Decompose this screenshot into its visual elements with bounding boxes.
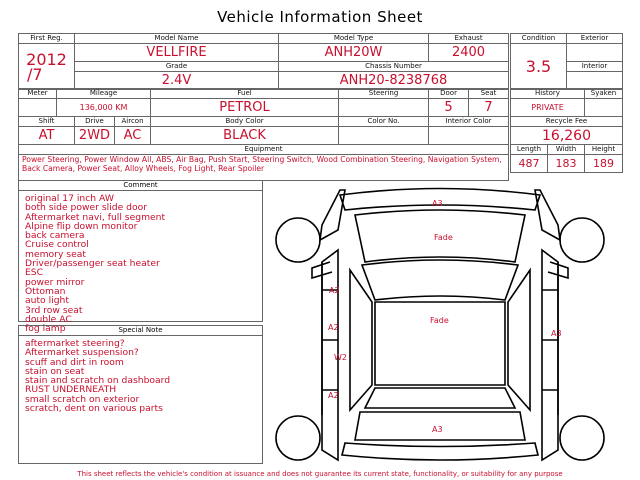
exterior-label: Exterior [567, 34, 623, 44]
special-note-box [18, 325, 263, 464]
door-label: Door [429, 89, 469, 99]
drive-label: Drive [75, 117, 115, 127]
equipment-label: Equipment [19, 145, 509, 155]
front-left-wheel [276, 218, 320, 262]
seat-label: Seat [469, 89, 509, 99]
condition-label: Condition [511, 34, 567, 44]
right-side-panel [542, 250, 558, 460]
body-color-value: BLACK [151, 127, 339, 145]
chassis-value: ANH20-8238768 [279, 72, 509, 90]
height-value: 189 [585, 155, 623, 173]
list-item: scuff and dirt in room [25, 356, 124, 368]
width-value: 183 [548, 155, 585, 173]
interior-label: Interior [567, 62, 623, 72]
seat-value: 7 [469, 99, 509, 117]
list-item: back camera [25, 230, 85, 242]
mark-a2-left-mid: A2 [328, 323, 339, 332]
mark-fade-roof: Fade [430, 316, 449, 325]
roof [375, 302, 505, 385]
color-no-value [339, 127, 429, 145]
syaken-label: Syaken [585, 89, 623, 99]
steering-label: Steering [339, 89, 429, 99]
list-item: both side power slide door [25, 202, 148, 214]
exhaust-label: Exhaust [429, 34, 509, 44]
sheet-title: Vehicle Information Sheet [217, 8, 423, 26]
left-windows [350, 270, 372, 410]
interior-color-label: Interior Color [429, 117, 509, 127]
list-item: small scratch on exterior [25, 393, 140, 405]
exhaust-value: 2400 [429, 44, 509, 62]
meter-label: Meter [19, 89, 57, 99]
history-label: History [511, 89, 585, 99]
meter-value [19, 99, 57, 117]
list-item: double AC [25, 313, 72, 325]
list-item: RUST UNDERNEATH [25, 384, 117, 396]
first-reg-year: 2012 [26, 49, 67, 69]
width-label: Width [548, 145, 585, 155]
door-value: 5 [429, 99, 469, 117]
mark-a3-front: A3 [432, 199, 443, 208]
rear-window [365, 388, 515, 408]
list-item: original 17 inch AW [25, 193, 114, 204]
drive-value: 2WD [75, 127, 115, 145]
aircon-value: AC [115, 127, 151, 145]
history-value: PRIVATE [511, 99, 585, 117]
special-note-label: Special Note [19, 326, 262, 336]
rear-left-wheel [276, 416, 320, 460]
fuel-value: PETROL [151, 99, 339, 117]
interior-value [567, 72, 623, 90]
fuel-label: Fuel [151, 89, 339, 99]
list-item: Cruise control [25, 239, 89, 251]
length-value: 487 [511, 155, 548, 173]
steering-value [339, 99, 429, 117]
recycle-fee-value: 16,260 [511, 127, 623, 145]
right-windows [508, 270, 530, 410]
list-item: stain on seat [25, 365, 85, 377]
list-item: Aftermarket navi, full segment [25, 211, 166, 223]
list-item: Ottoman [25, 285, 66, 297]
interior-color-value [429, 127, 509, 145]
mark-a2-left-rear: A2 [328, 391, 339, 400]
special-note-list [19, 336, 262, 413]
shift-value: AT [19, 127, 75, 145]
first-reg-month: /7 [27, 64, 43, 84]
rear-bumper [342, 443, 538, 460]
body-color-label: Body Color [151, 117, 339, 127]
comment-label: Comment [19, 181, 262, 191]
grade-label: Grade [75, 62, 279, 72]
rear-right-wheel [560, 416, 604, 460]
condition-value: 3.5 [511, 44, 567, 90]
list-item: auto light [25, 295, 69, 307]
mark-a3-right: A3 [551, 329, 562, 338]
footer-disclaimer: This sheet reflects the vehicle's condition at issuance and does not guarantee its current state, functionality, or suitability for any purpose [77, 470, 563, 478]
height-label: Height [585, 145, 623, 155]
first-reg-value [19, 44, 75, 90]
list-item: 3rd row seat [25, 304, 83, 316]
equipment-text: Power Steering, Power Window All, ABS, Air Bag, Push Start, Steering Switch, Wood Combination Steering, Navigation System, Back Camera, Power Seat, Alloy Wheels, Fog Light, Rear Spoiler [22, 155, 502, 173]
front-right-wheel [560, 218, 604, 262]
color-no-label: Color No. [339, 117, 429, 127]
list-item: aftermarket steering? [25, 338, 125, 349]
mileage-label: Mileage [57, 89, 151, 99]
length-label: Length [511, 145, 548, 155]
vehicle-info-table [18, 33, 509, 90]
mark-w2: W2 [334, 353, 347, 362]
syaken-value [585, 99, 623, 117]
comment-list [19, 191, 262, 333]
mark-a3-rear: A3 [432, 425, 443, 434]
mileage-value: 136,000 KM [57, 99, 151, 117]
list-item: scratch, dent on various parts [25, 403, 163, 415]
list-item: Alpine flip down monitor [25, 220, 138, 232]
list-item: ESC [25, 267, 44, 279]
chassis-label: Chassis Number [279, 62, 509, 72]
car-damage-diagram [268, 180, 628, 468]
list-item: fog lamp [25, 323, 66, 335]
grade-value: 2.4V [75, 72, 279, 90]
list-item: Aftermarket suspension? [25, 347, 139, 359]
history-table [510, 88, 623, 173]
list-item: memory seat [25, 248, 86, 260]
model-name-label: Model Name [75, 34, 279, 44]
shift-label: Shift [19, 117, 75, 127]
exterior-value [567, 44, 623, 62]
model-name-value: VELLFIRE [75, 44, 279, 62]
model-type-value: ANH20W [279, 44, 429, 62]
list-item: stain and scratch on dashboard [25, 375, 171, 387]
list-item: power mirror [25, 276, 85, 288]
list-item: Driver/passenger seat heater [25, 258, 160, 270]
recycle-fee-label: Recycle Fee [511, 117, 623, 127]
windshield [362, 260, 518, 300]
mark-a2-left-front: A2 [329, 286, 340, 295]
mark-fade-hood: Fade [434, 233, 453, 242]
first-reg-label: First Reg. [19, 34, 75, 44]
aircon-label: Aircon [115, 117, 151, 127]
model-type-label: Model Type [279, 34, 429, 44]
condition-table [510, 33, 623, 90]
spec-table [18, 88, 509, 181]
